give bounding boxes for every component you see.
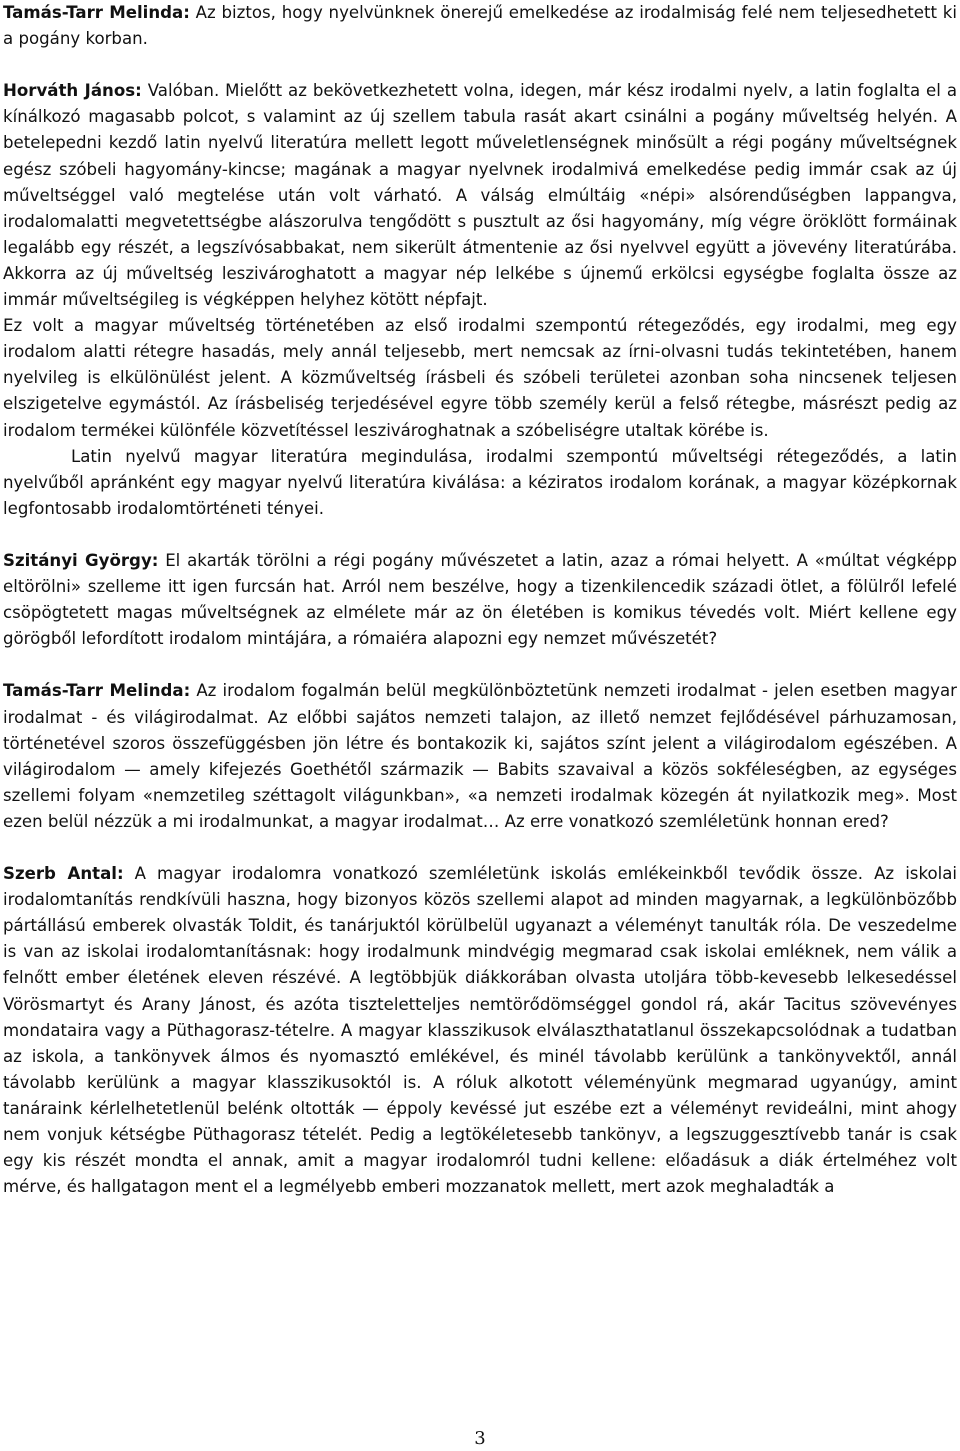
- page-number: 3: [474, 1428, 486, 1449]
- indented-paragraph: Latin nyelvű magyar literatúra megindulása, irodalmi szempontú műveltségi rétegeződés, a latin nyelvűből apránként egy magyar nyelvű literatúra kiválása: a kéziratos irodalom korának, a magyar középkornak legfontosabb irodalomtörténeti tényei.: [3, 446, 957, 518]
- dialogue-paragraph: [3, 0, 957, 52]
- speaker-name: Szerb Antal:: [3, 864, 124, 884]
- paragraph-text: Az irodalom fogalmán belül megkülönböztetünk nemzeti irodalmat - jelen esetben magyar irodalmat - és világirodalmat. Az előbbi sajátos nemzeti talajon, az illető nemzet fejlődésével párhuzamosan, történetével szoros összefüggésben jön létre és bontakozik ki, sajátos színt jelent a világirodalom egészében. A világirodalom — amely kifejezés Goethétől származik — Babits szavaival a közös sokféleségben, az egységes szellemi folyam «nemzetileg széttagolt világunkban», «a nemzeti irodalmak közegén át nyilatkozik meg». Most ezen belül nézzük a mi irodalmunkat, a magyar irodalmat… Az erre vonatkozó szemléletünk honnan ered?: [3, 681, 957, 831]
- paragraph-gap: [3, 52, 957, 78]
- dialogue-paragraph: [3, 861, 957, 1200]
- dialogue-paragraph: [3, 548, 957, 652]
- paragraph-text: El akarták törölni a régi pogány művészetet a latin, azaz a római helyett. A «múltat végképp eltörölni» szelleme itt igen furcsán hat. Arról nem beszélve, hogy a tizenkilencedik századi ötlet, a fölülről lefelé csöpögtetett magas műveltségnek az elmélete már az ön életében is komikus tévedés volt. Miért kellene egy görögből lefordított irodalom mintájára, a rómaiéra alapozni egy nemzet művészetét?: [3, 550, 958, 649]
- paragraph-gap: [3, 835, 957, 861]
- paragraph-continuation: Ez volt a magyar műveltség történetében az első irodalmi szempontú rétegeződés, egy irodalmi, meg egy irodalom alatti rétegre hasadás, mely annál teljesebb, mert nemcsak az írni-olvasni tudás tekintetében, hanem nyelvileg is elkülönülést jelent. A közműveltség írásbeli és szóbeli területei azonban soha nincsenek teljesen elszigetelve egymástól. Az írásbeliség terjedésével egyre több személy kerül a felső rétegbe, másrészt pedig az irodalom termékei különféle közvetítéssel leszivároghatnak a szóbeliségre utaltak körébe is.: [3, 316, 957, 440]
- speaker-name: Horváth János:: [3, 81, 142, 101]
- paragraph-text: Valóban. Mielőtt az bekövetkezhetett volna, idegen, már kész irodalmi nyelv, a latin foglalta el a kínálkozó magasabb polcot, s valamint az új szellem tabula rasát akart csinálni a pogány műveltség helyén. A betelepedni kezdő latin nyelvű literatúra mellett legott műveletlenségnek minősült a régi pogány műveltségnek egész szóbeli hagyomány-kincse; magának a magyar nyelvnek irodalmivá emelkedése pedig immár csak az új műveltséggel való megtelése után volt várható. A válság elmúltáig «népi» alsórendűségben lappangva, irodalomalatti megvetettségbe alászorulva tengődött s pusztult az ősi hagyomány, míg végre öröklött formáinak legalább egy részét, a legszívósabbakat, nem sikerült átmentenie az ősi nyelvvel együtt a jövevény literatúrába. Akkorra az új műveltség leszivároghatott a magyar nép lelkébe s újnemű erkölcsi egységbe foglalta össze az immár műveltségileg is végképpen helyhez kötött népfajt.: [3, 81, 957, 310]
- paragraph-gap: [3, 652, 957, 678]
- paragraph-gap: [3, 522, 957, 548]
- dialogue-paragraph: [3, 78, 957, 313]
- speaker-name: Szitányi György:: [3, 550, 159, 570]
- paragraph-text: A magyar irodalomra vonatkozó szemléletünk iskolás emlékeinkből tevődik össze. Az iskolai irodalomtanítás rendkívüli haszna, hogy bizonyos közös szellemi alapot ad minden magyarnak, a legkülönbözőbb pártállású emberek olvasták Toldit, és tanárjuktól körülbelül ugyanazt a véleményt tanulták róla. De veszedelme is van az iskolai irodalomtanításnak: hogy irodalmunk mindvégig megmarad csak iskolai emléknek, nem válik a felnőtt ember életének eleven részévé. A legtöbbjük diákkorában olvasta utoljára több-kevesebb lelkesedéssel Vörösmartyt és Arany Jánost, és azóta tiszteletteljes nemtörődömséggel gondol rá, akár Tacitus szövevényes mondataira vagy a Püthagorasz-tételre. A magyar klasszikusok elválaszthatatlanul összekapcsolódnak a tudatban az iskola, a tankönyvek álmos és nyomasztó emlékével, és minél távolabb kerülünk a tankönyvektől, annál távolabb kerülünk a magyar klasszikusoktól is. A róluk alkotott véleményünk megmarad ugyanúgy, amint tanáraink kérlelhetetlenül belénk oltották — éppoly kevéssé jut eszébe ezt a véleményt revideálni, mint ahogy nem vonjuk kétségbe Püthagorasz tételét. Pedig a legtökéletesebb tankönyv, a legszuggesztívebb tanár is csak egy kis részét mondta el annak, amit a magyar irodalomról tudni kellene: előadásuk a diák értelméhez volt mérve, és hallgatagon ment el a legmélyebb emberi mozzanatok mellett, mert azok meghaladták a: [3, 864, 958, 1197]
- speaker-name: Tamás-Tarr Melinda:: [3, 681, 191, 701]
- dialogue-paragraph: [3, 678, 957, 835]
- document-page: [3, 0, 957, 1200]
- paragraph-text: Az biztos, hogy nyelvünknek önerejű emelkedése az irodalmiság felé nem teljesedhetett ki a pogány korban.: [3, 3, 957, 49]
- speaker-name: Tamás-Tarr Melinda:: [3, 3, 190, 22]
